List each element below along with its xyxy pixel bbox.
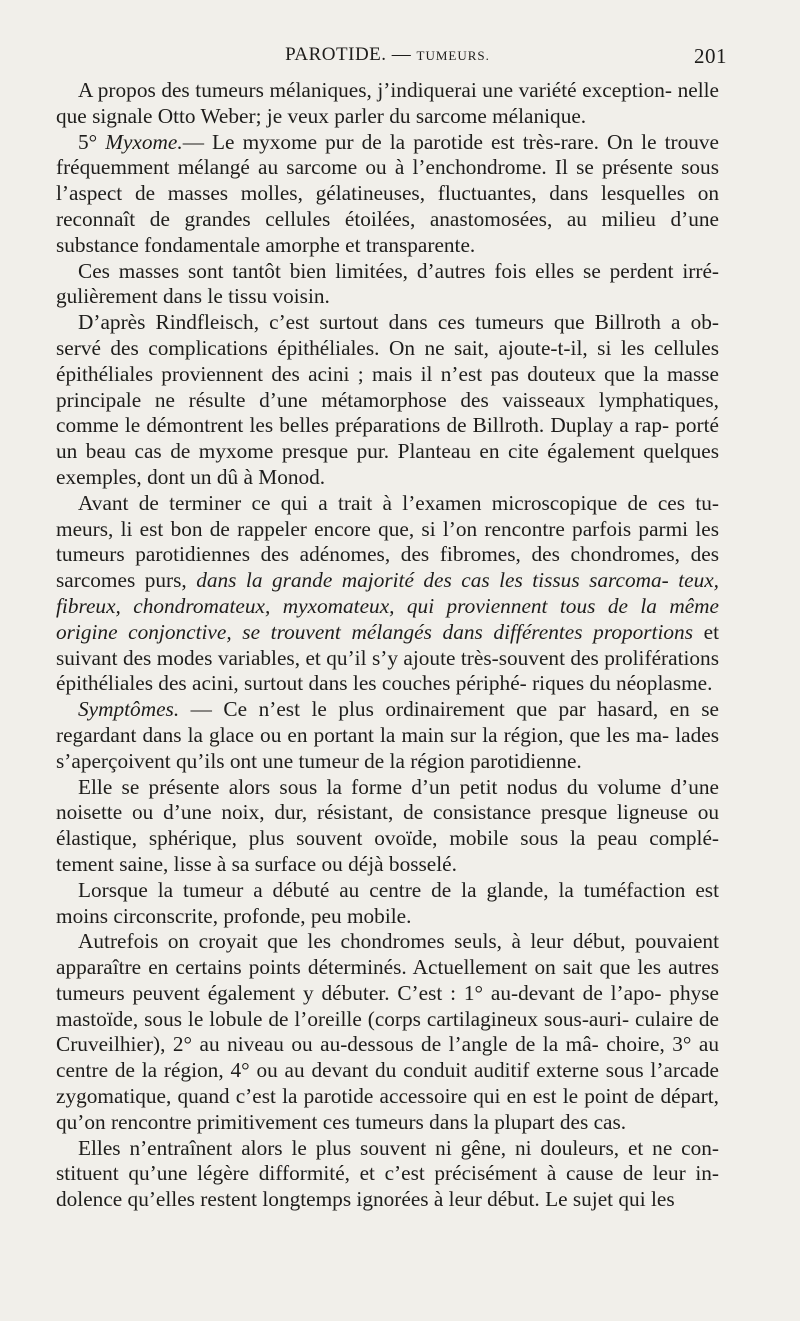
paragraph <box>56 130 719 259</box>
text-run: — Le myxome pur de la parotide est très-rare. On le trouve fréquemment mélangé au sarcome ou à l’enchondrome. Il se présente sous l’aspect de masses molles, gélatineuses, fluctuantes, dans lesquelles on reconnaît de grandes cellules étoilées, anastomosées, au milieu d’une substance fondamentale amorphe et transparente. <box>56 129 719 257</box>
paragraph <box>56 259 719 311</box>
text-run: Ces masses sont tantôt bien limitées, d’autres fois elles se perdent irré- gulièrement dans le tissu voisin. <box>56 258 719 309</box>
paragraph <box>56 697 719 774</box>
text-run: Autrefois on croyait que les chondromes seuls, à leur début, pouvaient apparaître en certains points déterminés. Actuellement on sait que les autres tumeurs peuvent également y débuter. C’est : 1° au-devant de l’apo- physe mastoïde, sous le lobule de l’oreille (corps cartilagineux sous-auri- culaire de Cruveilhier), 2° au niveau ou au-dessous de l’angle de la mâ- choire, 3° au centre de la région, 4° ou au devant du conduit auditif externe sous l’arcade zygomatique, quand c’est la parotide accessoire qui en est le point de départ, qu’on rencontre primitivement ces tumeurs dans la plupart des cas. <box>56 929 719 1134</box>
text-run: Lorsque la tumeur a débuté au centre de la glande, la tuméfaction est moins circonscrite, profonde, peu mobile. <box>56 877 719 928</box>
paragraph <box>56 78 719 130</box>
text-run: 5° <box>78 129 106 154</box>
body-text <box>56 78 719 1213</box>
italic-run: Symptômes. <box>78 697 180 722</box>
page-number: 201 <box>694 44 727 68</box>
paragraph <box>56 878 719 930</box>
text-run: A propos des tumeurs mélaniques, j’indiquerai une variété exception- nelle que signale Otto Weber; je veux parler du sarcome mélanique. <box>56 78 719 128</box>
paragraph <box>56 310 719 491</box>
text-run: D’après Rindfleisch, c’est surtout dans ces tumeurs que Billroth a ob- servé des complications épithéliales. On ne sait, ajoute-t-il, si les cellules épithéliales proviennent des acini ; mais il n’est pas douteux que la masse principale ne résulte d’une métamorphose des vaisseaux lymphatiques, comme le démontrent les belles préparations de Billroth. Duplay a rap- porté un beau cas de myxome presque pur. Planteau en cite également quelques exemples, dont un dû à Monod. <box>56 310 719 489</box>
page <box>56 44 727 1213</box>
italic-run: Myxome. <box>105 129 183 154</box>
header-title: PAROTIDE. <box>285 44 387 65</box>
running-header <box>56 44 727 76</box>
header-running-title: TUMEURS. <box>416 48 490 63</box>
text-run: et suivant des modes variables, et qu’il s’y ajoute très-souvent des proliférations épithéliales des acini, surtout dans les couches périphé- riques du néoplasme. <box>56 619 719 696</box>
text-run: Avant de terminer ce qui a trait à l’examen microscopique de ces tu- meurs, li est bon de rappeler encore que, si l’on rencontre parfois parmi les tumeurs parotidiennes des adénomes, des fibromes, des chondromes, des sarcomes purs, <box>56 490 719 593</box>
paragraph <box>56 775 719 878</box>
text-run: Elles n’entraînent alors le plus souvent ni gêne, ni douleurs, et ne con- stituent qu’une légère difformité, et c’est précisément à cause de leur in- dolence qu’elles restent longtemps ignorées à leur début. Le sujet qui les <box>56 1135 719 1212</box>
paragraph <box>56 929 719 1135</box>
header-dash: — <box>391 44 412 65</box>
paragraph <box>56 491 719 697</box>
text-run: Elle se présente alors sous la forme d’un petit nodus du volume d’une noisette ou d’une noix, dur, résistant, de consistance presque ligneuse ou élastique, sphérique, plus souvent ovoïde, mobile sous la peau complé- tement saine, lisse à sa surface ou déjà bosselé. <box>56 774 719 876</box>
italic-run: dans la grande majorité des cas les tissus sarcoma- teux, fibreux, chondromateux, myxomateux, qui proviennent tous de la même origine conjonctive, se trouvent mélangés dans différentes proportions <box>56 568 720 644</box>
text-run: — Ce n’est le plus ordinairement que par hasard, en se regardant dans la glace ou en portant la main sur la région, que les ma- lades s’aperçoivent qu’ils ont une tumeur de la région parotidienne. <box>56 697 719 773</box>
paragraph <box>56 1136 719 1213</box>
